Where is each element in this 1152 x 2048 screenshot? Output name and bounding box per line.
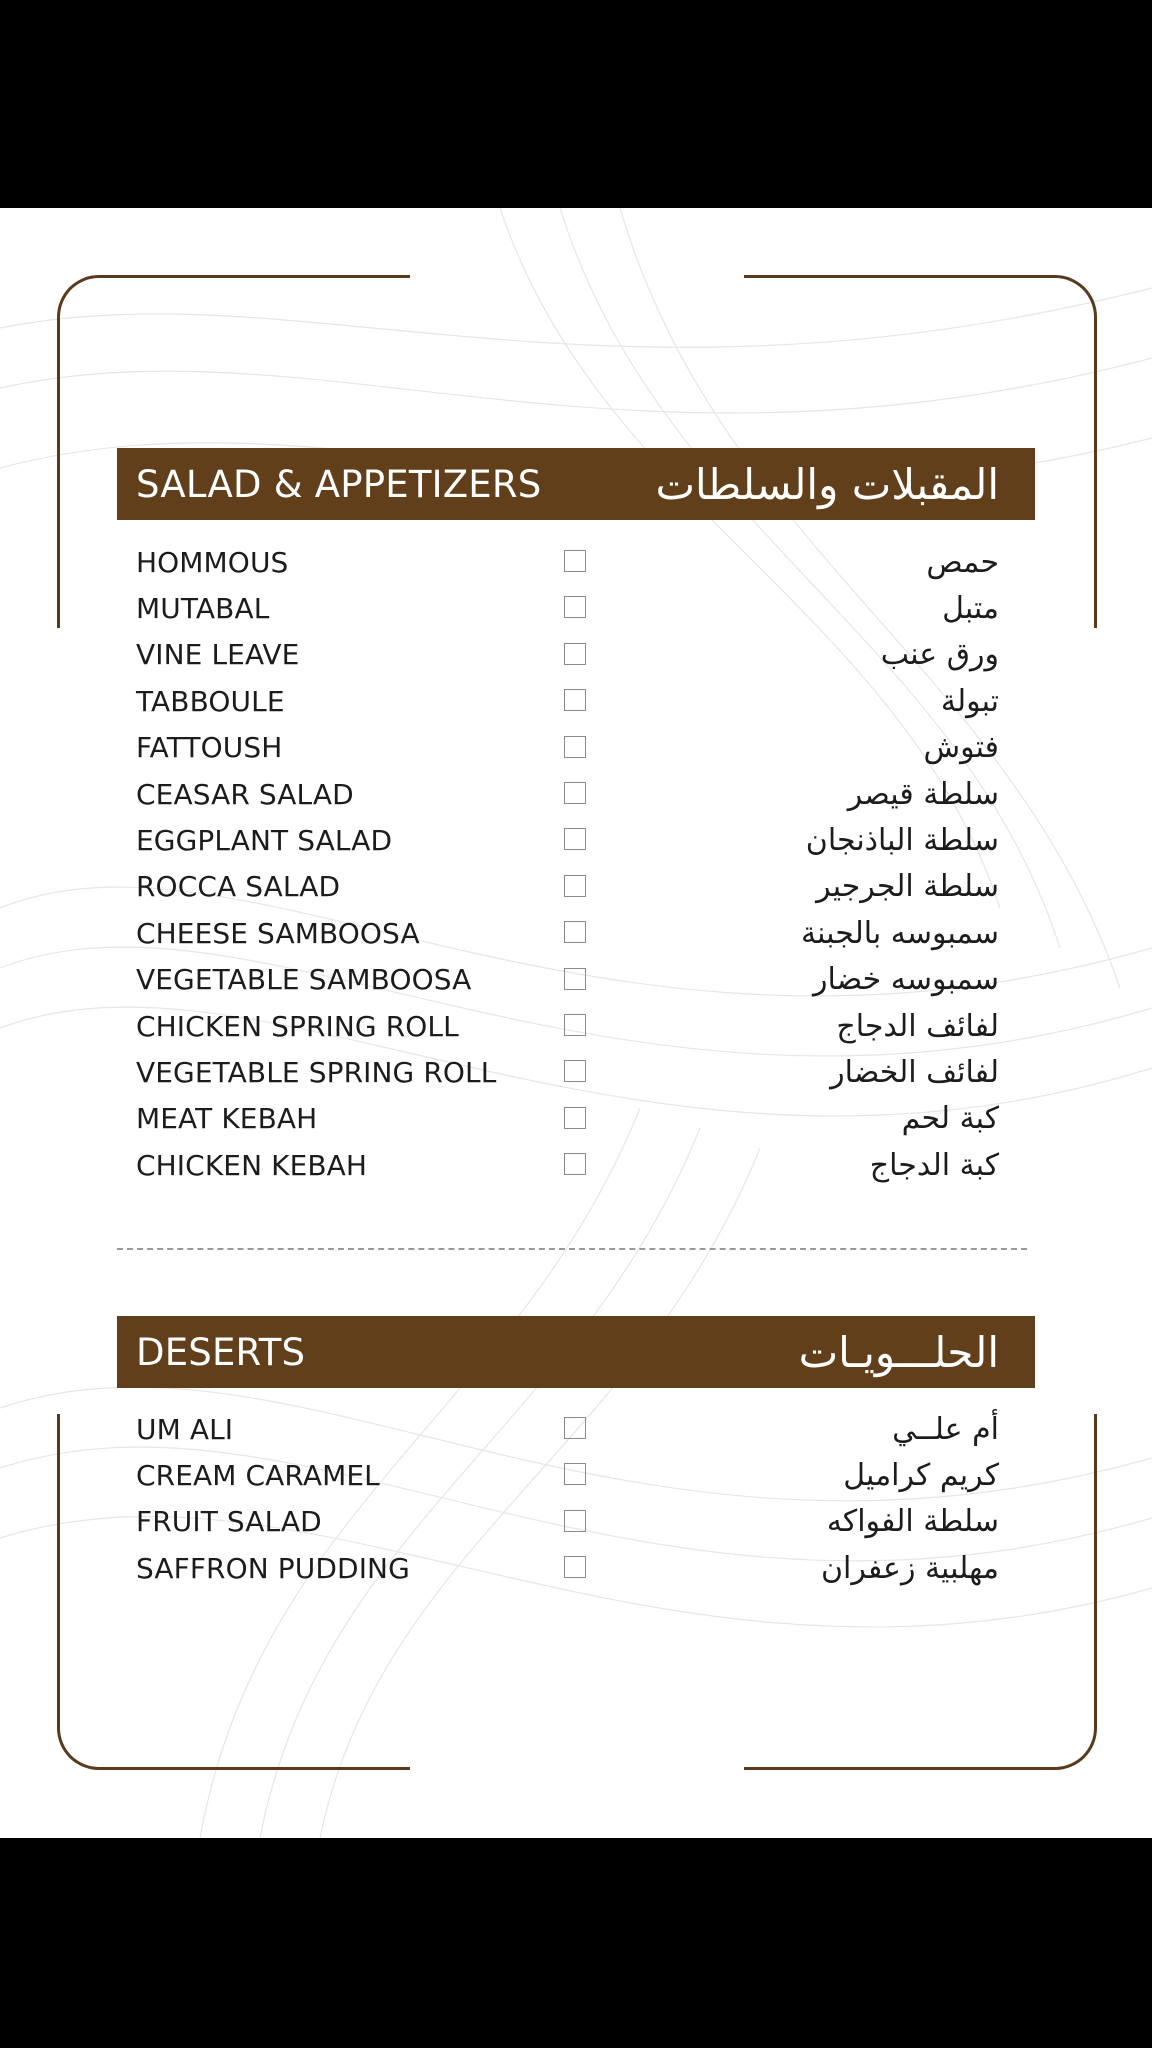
item-checkbox[interactable] [564, 1463, 586, 1485]
list-item [117, 864, 1035, 910]
item-name-en: MUTABAL [136, 592, 270, 626]
item-name-ar: ورق عنب [880, 637, 999, 673]
item-name-en: FRUIT SALAD [136, 1505, 322, 1539]
item-checkbox[interactable] [564, 968, 586, 990]
item-name-en: CHICKEN SPRING ROLL [136, 1009, 459, 1043]
section-title-en: SALAD & APPETIZERS [136, 462, 542, 506]
list-item [117, 585, 1035, 631]
list-item [117, 1452, 1035, 1498]
item-checkbox[interactable] [564, 921, 586, 943]
item-name-ar: مهلبية زعفران [820, 1550, 999, 1586]
item-checkbox[interactable] [564, 689, 586, 711]
item-checkbox[interactable] [564, 643, 586, 665]
item-name-en: VEGETABLE SPRING ROLL [136, 1055, 497, 1089]
item-name-ar: سمبوسه بالجبنة [801, 915, 999, 951]
item-name-ar: سلطة الفواكه [826, 1504, 999, 1540]
item-name-en: SAFFRON PUDDING [136, 1551, 410, 1585]
list-item [117, 1096, 1035, 1142]
menu-list-deserts [117, 1406, 1035, 1592]
list-item [117, 957, 1035, 1003]
item-name-ar: تبولة [940, 683, 999, 719]
item-checkbox[interactable] [564, 1417, 586, 1439]
item-checkbox[interactable] [564, 782, 586, 804]
list-item [117, 539, 1035, 585]
item-checkbox[interactable] [564, 1060, 586, 1082]
item-name-en: TABBOULE [136, 684, 285, 718]
item-checkbox[interactable] [564, 1107, 586, 1129]
item-name-ar: لفائف الخضار [830, 1054, 999, 1090]
list-item [117, 1049, 1035, 1095]
item-name-en: VEGETABLE SAMBOOSA [136, 963, 472, 997]
list-item [117, 1142, 1035, 1188]
item-name-ar: كريم كراميل [843, 1458, 999, 1494]
section-header-deserts [117, 1316, 1035, 1388]
item-checkbox[interactable] [564, 596, 586, 618]
item-checkbox[interactable] [564, 1556, 586, 1578]
section-header-salad-appetizers [117, 448, 1035, 520]
list-item [117, 1499, 1035, 1545]
item-name-ar: سمبوسه خضار [813, 962, 999, 998]
item-name-en: UM ALI [136, 1412, 234, 1446]
item-checkbox[interactable] [564, 1014, 586, 1036]
item-name-en: HOMMOUS [136, 545, 289, 579]
item-name-ar: حمص [926, 544, 999, 580]
item-name-ar: كبة لحم [901, 1101, 999, 1137]
item-name-ar: لفائف الدجاج [836, 1008, 999, 1044]
item-name-ar: سلطة قيصر [847, 776, 999, 812]
item-name-en: CHEESE SAMBOOSA [136, 916, 420, 950]
item-checkbox[interactable] [564, 736, 586, 758]
item-checkbox[interactable] [564, 1510, 586, 1532]
item-checkbox[interactable] [564, 1153, 586, 1175]
item-name-en: CREAM CARAMEL [136, 1459, 380, 1493]
menu-page [0, 208, 1152, 1838]
list-item [117, 678, 1035, 724]
item-name-en: MEAT KEBAH [136, 1102, 318, 1136]
list-item [117, 1003, 1035, 1049]
list-item [117, 1406, 1035, 1452]
item-checkbox[interactable] [564, 550, 586, 572]
list-item [117, 632, 1035, 678]
item-name-en: CEASAR SALAD [136, 777, 354, 811]
section-title-ar: الحلـــويـات [798, 1327, 999, 1377]
item-name-en: CHICKEN KEBAH [136, 1148, 368, 1182]
item-checkbox[interactable] [564, 828, 586, 850]
item-name-ar: كبة الدجاج [869, 1147, 999, 1183]
item-name-ar: سلطة الجرجير [816, 869, 999, 905]
item-name-ar: فتوش [923, 730, 999, 766]
list-item [117, 725, 1035, 771]
list-item [117, 910, 1035, 956]
list-item [117, 817, 1035, 863]
item-name-ar: سلطة الباذنجان [805, 823, 999, 859]
section-divider [117, 1248, 1027, 1250]
item-name-en: ROCCA SALAD [136, 870, 341, 904]
item-name-en: VINE LEAVE [136, 638, 300, 672]
item-name-ar: متبل [942, 591, 999, 627]
list-item [117, 1545, 1035, 1591]
item-name-en: EGGPLANT SALAD [136, 824, 393, 858]
item-name-en: FATTOUSH [136, 731, 283, 765]
list-item [117, 771, 1035, 817]
item-name-ar: أم علــي [892, 1411, 999, 1447]
menu-list-salad-appetizers [117, 539, 1035, 1188]
item-checkbox[interactable] [564, 875, 586, 897]
section-title-ar: المقبلات والسلطات [655, 459, 999, 509]
section-title-en: DESERTS [136, 1330, 306, 1374]
